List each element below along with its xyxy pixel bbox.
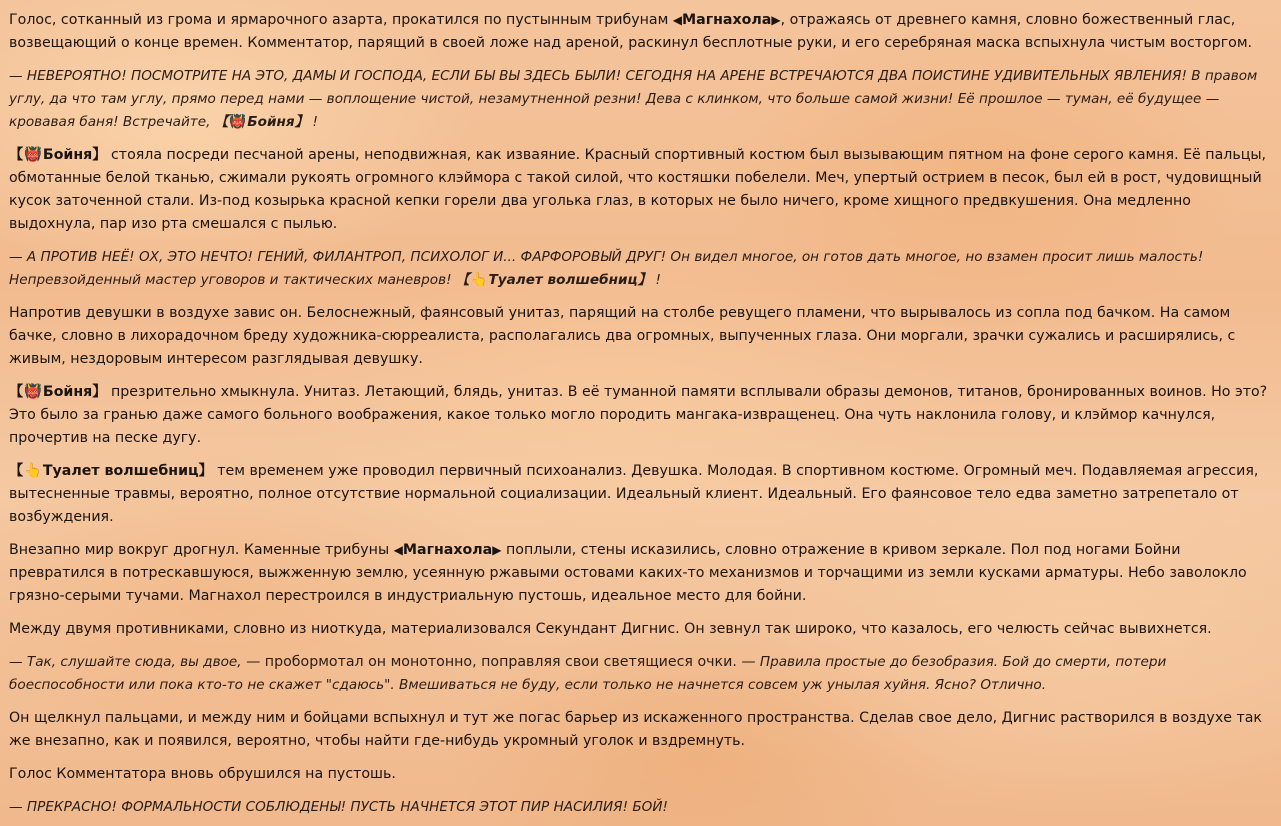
announcer-line-3: — ПРЕКРАСНО! ФОРМАЛЬНОСТИ СОБЛЮДЕНЫ! ПУСТЬ НАЧНЕТСЯ ЭТОТ ПИР НАСИЛИЯ! БОЙ! <box>9 799 668 815</box>
demon-mask-icon: 👹 <box>24 147 42 163</box>
paragraph-9: Между двумя противниками, словно из ниоткуда, материализовался Секундант Дигнис. Он зевнул так широко, что казалось, его челюсть сейчас вывихнется. <box>9 621 1212 637</box>
demon-mask-icon: 👹 <box>24 384 42 400</box>
pointing-hand-icon: 👆 <box>24 463 42 479</box>
paragraph-8: Внезапно мир вокруг дрогнул. Каменные трибуны ◀Магнахола▶ поплыли, стены исказились, словно отражение в кривом зеркале. Пол под ногами Бойни превратился в потрескавшуюся, выжженную землю, усеянную ржавыми остовами каких-то механизмов и торчащими из земли кусками арматуры. Небо заволокло грязно-серыми тучами. Магнахол перестроился в индустриальную пустошь, идеальное место для бойни. <box>9 542 1247 604</box>
pointing-hand-icon: 👆 <box>470 272 488 288</box>
paragraph-6: 【👹Бойня】 презрительно хмыкнула. Унитаз. Летающий, блядь, унитаз. В её туманной памяти всплывали образы демонов, титанов, бронированных воинов. Но это? Это было за гранью даже самого больного воображения, какое только могло породить мангака-извращенец. Она чуть наклонила голову, и клэймор качнулся, прочертив на песке дугу. <box>9 381 1272 450</box>
paragraph-12: Голос Комментатора вновь обрушился на пустошь. <box>9 766 396 782</box>
demon-mask-icon: 👹 <box>229 114 247 130</box>
announcer-line-2: — А ПРОТИВ НЕЁ! ОХ, ЭТО НЕЧТО! ГЕНИЙ, ФИЛАНТРОП, ПСИХОЛОГ И... ФАРФОРОВЫЙ ДРУГ! Он видел многое, он готов дать многое, но взамен просит лишь малость! Непревзойденный мастер уговоров и тактических маневров! 【👆Туалет волшебниц】 ! <box>9 246 1272 292</box>
place-tag-magnahol: ◀Магнахола▶ <box>672 12 781 28</box>
paragraph-3: 【👹Бойня】 стояла посреди песчаной арены, неподвижная, как изваяние. Красный спортивный костюм был вызывающим пятном на фоне серого камня. Её пальцы, обмотанные белой тканью, сжимали рукоять огромного клэймора с такой силой, что костяшки побелели. Меч, упертый острием в песок, был ей в рост, чудовищный кусок заточенной стали. Из-под козырька красной кепки горели два уголька глаз, в которых не было ничего, кроме хищного предвкушения. Она медленно выдохнула, пар изо рта смешался с пылью. <box>9 144 1272 236</box>
paragraph-5: Напротив девушки в воздухе завис он. Белоснежный, фаянсовый унитаз, парящий на столбе ревущего пламени, что вырывалось из сопла под бачком. На самом бачке, словно в лихорадочном бреду художника-сюрреалиста, располагались два огромных, выпученных глаза. Они моргали, зрачки сужались и расширялись, с живым, нездоровым интересом разглядывая девушку. <box>9 305 1236 367</box>
paragraph-7: 【👆Туалет волшебниц】 тем временем уже проводил первичный психоанализ. Девушка. Молодая. В спортивном костюме. Огромный меч. Подавляемая агрессия, вытесненные травмы, вероятно, полное отсутствие нормальной социализации. Идеальный клиент. Идеальный. Его фаянсовое тело едва заметно затрепетало от возбуждения. <box>9 460 1272 529</box>
fighter-tag-boinya: 【👹Бойня】 <box>9 147 107 163</box>
place-tag-magnahol: ◀Магнахола▶ <box>393 542 502 558</box>
fighter-tag-boinya: 【👹Бойня】 <box>215 114 308 130</box>
second-dignis-line: — Так, слушайте сюда, вы двое, — пробормотал он монотонно, поправляя свои светящиеся очки. — Правила простые до безобразия. Бой до смерти, потери боеспособности или пока кто-то не скажет "сдаюсь". Вмешиваться не буду, если только не начнется совсем уж унылая хуйня. Ясно? Отлично. <box>9 654 1167 693</box>
paragraph-11: Он щелкнул пальцами, и между ним и бойцами вспыхнул и тут же погас барьер из искаженного пространства. Сделав свое дело, Дигнис растворился в воздухе так же внезапно, как и появился, вероятно, чтобы найти где-нибудь укромный уголок и вздремнуть. <box>9 710 1262 749</box>
announcer-line-1: — НЕВЕРОЯТНО! ПОСМОТРИТЕ НА ЭТО, ДАМЫ И ГОСПОДА, ЕСЛИ БЫ ВЫ ЗДЕСЬ БЫЛИ! СЕГОДНЯ НА АРЕНЕ ВСТРЕЧАЮТСЯ ДВА ПОИСТИНЕ УДИВИТЕЛЬНЫХ ЯВЛЕНИЯ! В правом углу, да что там углу, прямо перед нами — воплощение чистой, незамутненной резни! Дева с клинком, что больше самой жизни! Её прошлое — туман, её будущее — кровавая баня! Встречайте, 【👹Бойня】 ! <box>9 65 1272 134</box>
paragraph-1: Голос, сотканный из грома и ярмарочного азарта, прокатился по пустынным трибунам ◀Магнахола▶, отражаясь от древнего камня, словно божественный глас, возвещающий о конце времен. Комментатор, парящий в своей ложе над ареной, раскинул бесплотные руки, и его серебряная маска вспыхнула чистым восторгом. <box>9 12 1253 51</box>
fighter-tag-boinya: 【👹Бойня】 <box>9 384 107 400</box>
fighter-tag-toilet: 【👆Туалет волшебниц】 <box>9 463 213 479</box>
fighter-tag-toilet: 【👆Туалет волшебниц】 <box>456 272 651 288</box>
